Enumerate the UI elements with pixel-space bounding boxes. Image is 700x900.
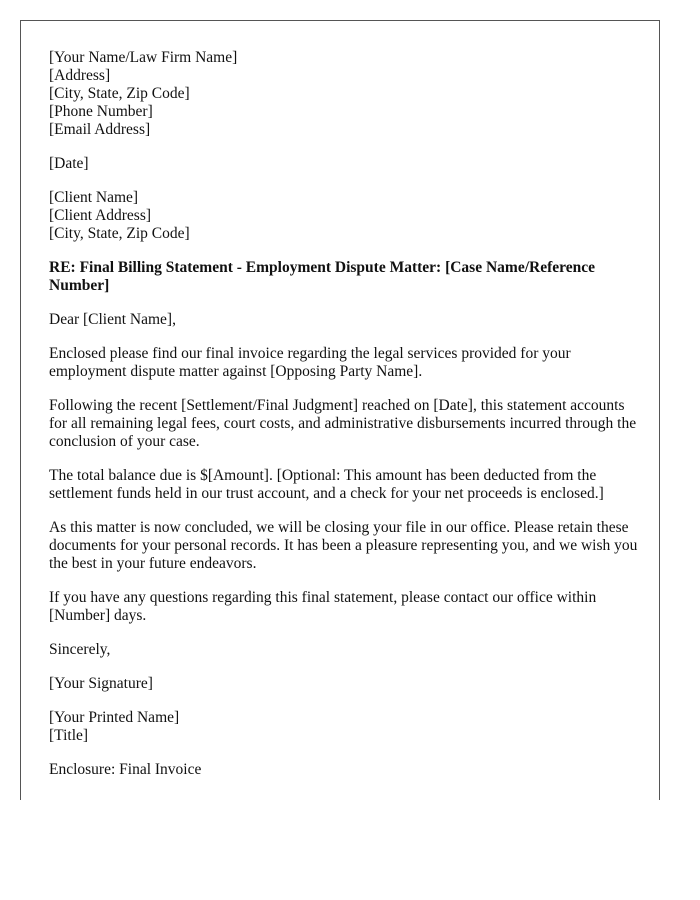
enclosure-line: Enclosure: Final Invoice bbox=[49, 761, 202, 778]
sender-city-state-zip: [City, State, Zip Code] bbox=[49, 85, 190, 102]
signer-title: [Title] bbox=[49, 727, 89, 744]
salutation: Dear [Client Name], bbox=[49, 311, 176, 328]
letter-date: [Date] bbox=[49, 155, 89, 172]
closing: Sincerely, bbox=[49, 641, 111, 658]
paragraph-balance: The total balance due is $[Amount]. [Optional: This amount has been deducted from the settlement funds held in our trust account, and a check for your net proceeds is enclosed.] bbox=[49, 467, 604, 502]
paragraph-settlement: Following the recent [Settlement/Final Judgment] reached on [Date], this statement accounts for all remaining legal fees, court costs, and administrative disbursements incurred through the conclusion of your case. bbox=[49, 397, 637, 450]
sender-block bbox=[49, 49, 639, 139]
recipient-address: [Client Address] bbox=[49, 207, 152, 224]
signature: [Your Signature] bbox=[49, 675, 153, 692]
letter-body bbox=[49, 49, 639, 795]
printed-name: [Your Printed Name] bbox=[49, 709, 180, 726]
recipient-block bbox=[49, 189, 639, 243]
sender-email: [Email Address] bbox=[49, 121, 151, 138]
paragraph-enclosed: Enclosed please find our final invoice regarding the legal services provided for your employment dispute matter against [Opposing Party Name]. bbox=[49, 345, 571, 380]
date-block bbox=[49, 155, 639, 173]
sender-phone: [Phone Number] bbox=[49, 103, 153, 120]
signer-block bbox=[49, 709, 639, 745]
recipient-name: [Client Name] bbox=[49, 189, 139, 206]
sender-name: [Your Name/Law Firm Name] bbox=[49, 49, 238, 66]
subject-line: RE: Final Billing Statement - Employment Dispute Matter: [Case Name/Reference Number] bbox=[49, 259, 595, 294]
paragraph-closing-file: As this matter is now concluded, we will be closing your file in our office. Please retain these documents for your personal records. It has been a pleasure representing you, and we wish you the best in your future endeavors. bbox=[49, 519, 638, 572]
recipient-city-state-zip: [City, State, Zip Code] bbox=[49, 225, 190, 242]
sender-address: [Address] bbox=[49, 67, 111, 84]
letter-page bbox=[20, 20, 660, 800]
paragraph-questions: If you have any questions regarding this final statement, please contact our office within [Number] days. bbox=[49, 589, 597, 624]
